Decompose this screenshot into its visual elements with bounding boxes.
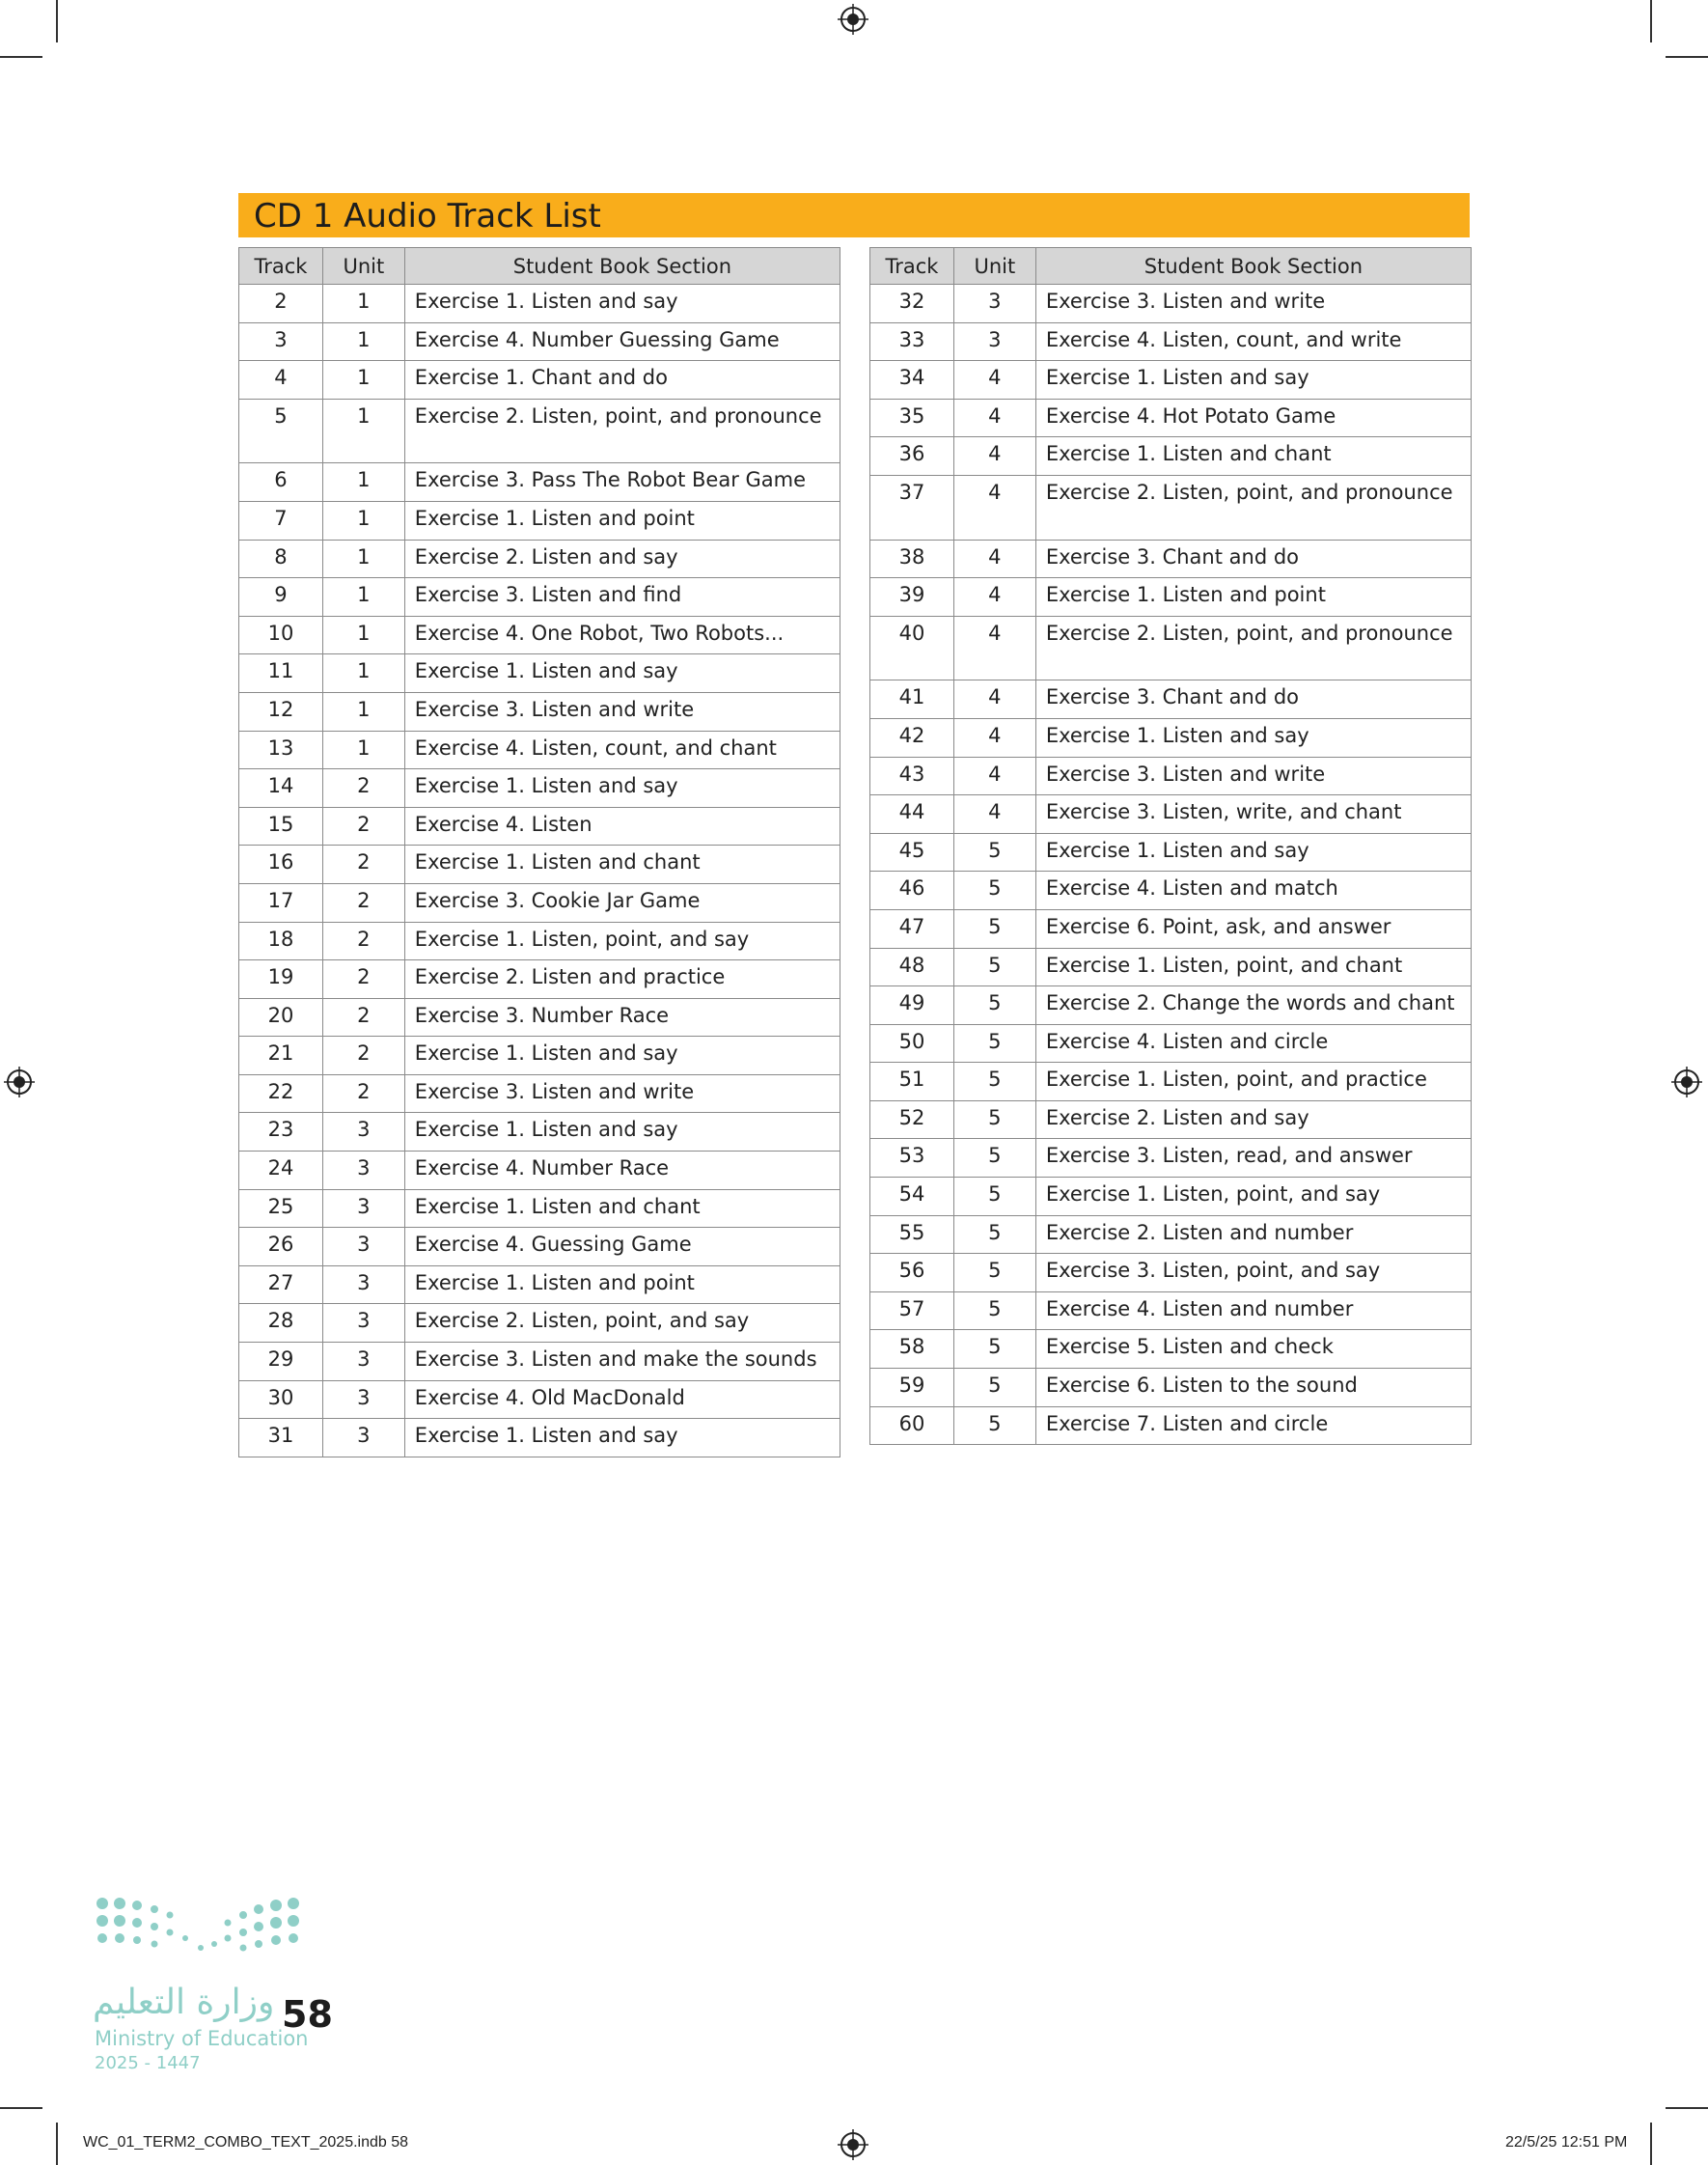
unit-number: 3 [953,285,1035,323]
column-header-track: Track [239,248,323,285]
unit-number: 1 [322,285,404,323]
track-number: 36 [870,437,954,476]
section-text: Exercise 1. Listen, point, and say [404,922,840,960]
footer-date: 22/5/25 12:51 PM [1505,2134,1628,2151]
section-text: Exercise 4. Old MacDonald [404,1380,840,1419]
table-row [239,1304,840,1343]
table-row [239,1265,840,1304]
table-row [239,285,840,323]
table-row [239,1074,840,1113]
unit-number: 4 [953,475,1035,540]
section-text: Exercise 1. Listen and say [404,654,840,693]
track-number: 35 [870,399,954,437]
section-text: Exercise 2. Listen, point, and pronounce [1035,475,1471,540]
track-number: 24 [239,1152,323,1190]
track-number: 2 [239,285,323,323]
unit-number: 2 [322,960,404,999]
unit-number: 1 [322,616,404,654]
section-text: Exercise 1. Listen and chant [404,846,840,884]
track-number: 5 [239,399,323,463]
table-row [870,399,1472,437]
unit-number: 3 [322,1152,404,1190]
unit-number: 4 [953,361,1035,400]
table-row [239,616,840,654]
track-number: 60 [870,1406,954,1445]
table-row [239,578,840,617]
track-number: 30 [239,1380,323,1419]
crop-mark [1650,2123,1652,2165]
track-number: 22 [239,1074,323,1113]
table-row [239,1037,840,1075]
track-number: 10 [239,616,323,654]
unit-number: 3 [322,1380,404,1419]
table-row [239,1189,840,1228]
section-text: Exercise 1. Listen, point, and chant [1035,948,1471,986]
table-row [239,692,840,731]
section-text: Exercise 1. Listen and say [1035,361,1471,400]
title-bar [238,193,1470,237]
table-row [239,922,840,960]
unit-number: 4 [953,540,1035,578]
footer-file-name: WC_01_TERM2_COMBO_TEXT_2025.indb 58 [83,2134,409,2151]
table-row [239,883,840,922]
registration-mark-icon [838,4,868,35]
table-row [239,1343,840,1381]
track-number: 57 [870,1291,954,1330]
unit-number: 1 [322,463,404,502]
unit-number: 2 [322,1074,404,1113]
table-row [239,731,840,769]
column-header-unit: Unit [953,248,1035,285]
section-text: Exercise 1. Listen and say [404,1037,840,1075]
section-text: Exercise 1. Listen, point, and practice [1035,1063,1471,1101]
table-row [239,399,840,463]
unit-number: 5 [953,1369,1035,1407]
unit-number: 2 [322,998,404,1037]
section-text: Exercise 1. Listen, point, and say [1035,1178,1471,1216]
table-row [870,437,1472,476]
table-row [870,1100,1472,1139]
unit-number: 4 [953,616,1035,680]
crop-mark [0,56,42,58]
table-row [870,872,1472,910]
table-row [870,948,1472,986]
unit-number: 2 [322,922,404,960]
unit-number: 3 [322,1419,404,1457]
logo-arabic-text: وزارة التعليم [93,1983,275,2022]
table-row [870,909,1472,948]
section-text: Exercise 3. Cookie Jar Game [404,883,840,922]
section-text: Exercise 2. Listen and number [1035,1215,1471,1254]
table-row [239,769,840,808]
track-number: 49 [870,986,954,1025]
section-text: Exercise 1. Listen and say [1035,718,1471,757]
table-row [870,1330,1472,1369]
table-row [870,1178,1472,1216]
section-text: Exercise 3. Chant and do [1035,540,1471,578]
unit-number: 5 [953,1215,1035,1254]
unit-number: 1 [322,361,404,400]
unit-number: 2 [322,1037,404,1075]
unit-number: 3 [322,1113,404,1152]
crop-mark [1666,2107,1708,2109]
table-row [870,322,1472,361]
track-number: 21 [239,1037,323,1075]
table-row [870,795,1472,834]
table-row [870,757,1472,795]
section-text: Exercise 3. Listen and write [1035,757,1471,795]
track-number: 55 [870,1215,954,1254]
track-number: 18 [239,922,323,960]
section-text: Exercise 1. Listen and chant [1035,437,1471,476]
track-number: 39 [870,578,954,617]
logo-english-text: Ministry of Education [95,2027,309,2050]
table-row [239,998,840,1037]
track-number: 50 [870,1024,954,1063]
track-number: 16 [239,846,323,884]
section-text: Exercise 2. Listen and practice [404,960,840,999]
section-text: Exercise 1. Listen and say [404,285,840,323]
unit-number: 1 [322,578,404,617]
track-number: 52 [870,1100,954,1139]
registration-mark-icon [1671,1067,1702,1097]
section-text: Exercise 3. Listen and write [404,692,840,731]
registration-mark-icon [4,1067,35,1097]
unit-number: 1 [322,654,404,693]
registration-mark-icon [838,2129,868,2160]
table-row [239,501,840,540]
section-text: Exercise 4. Hot Potato Game [1035,399,1471,437]
track-number: 32 [870,285,954,323]
track-number: 15 [239,807,323,846]
section-text: Exercise 3. Chant and do [1035,680,1471,719]
track-number: 29 [239,1343,323,1381]
track-number: 41 [870,680,954,719]
unit-number: 4 [953,795,1035,834]
section-text: Exercise 2. Listen and say [1035,1100,1471,1139]
track-number: 4 [239,361,323,400]
track-number: 51 [870,1063,954,1101]
unit-number: 4 [953,757,1035,795]
track-number: 44 [870,795,954,834]
section-text: Exercise 3. Pass The Robot Bear Game [404,463,840,502]
unit-number: 5 [953,1330,1035,1369]
section-text: Exercise 4. Listen, count, and write [1035,322,1471,361]
unit-number: 5 [953,1406,1035,1445]
track-number: 17 [239,883,323,922]
section-text: Exercise 4. Number Race [404,1152,840,1190]
table-row [239,322,840,361]
unit-number: 5 [953,986,1035,1025]
section-text: Exercise 1. Listen and point [404,501,840,540]
unit-number: 3 [322,1304,404,1343]
track-number: 28 [239,1304,323,1343]
section-text: Exercise 2. Listen and say [404,540,840,578]
track-number: 54 [870,1178,954,1216]
track-number: 45 [870,833,954,872]
track-number: 13 [239,731,323,769]
track-table-right [869,247,1472,1445]
section-text: Exercise 1. Listen and point [404,1265,840,1304]
table-row [870,718,1472,757]
unit-number: 1 [322,731,404,769]
table-row [239,361,840,400]
unit-number: 1 [322,501,404,540]
section-text: Exercise 5. Listen and check [1035,1330,1471,1369]
unit-number: 3 [322,1228,404,1266]
track-number: 31 [239,1419,323,1457]
crop-mark [1666,56,1708,58]
track-number: 40 [870,616,954,680]
track-number: 6 [239,463,323,502]
track-number: 48 [870,948,954,986]
table-row [239,540,840,578]
unit-number: 5 [953,1024,1035,1063]
section-text: Exercise 4. Listen and circle [1035,1024,1471,1063]
section-text: Exercise 2. Listen, point, and say [404,1304,840,1343]
track-number: 19 [239,960,323,999]
unit-number: 4 [953,680,1035,719]
column-header-section: Student Book Section [404,248,840,285]
table-row [239,1113,840,1152]
table-row [870,1406,1472,1445]
section-text: Exercise 3. Listen and find [404,578,840,617]
unit-number: 2 [322,883,404,922]
track-number: 12 [239,692,323,731]
section-text: Exercise 4. Listen [404,807,840,846]
table-row [870,1024,1472,1063]
table-row [870,540,1472,578]
section-text: Exercise 4. One Robot, Two Robots... [404,616,840,654]
logo-year-text: 2025 - 1447 [95,2053,201,2073]
section-text: Exercise 1. Chant and do [404,361,840,400]
section-text: Exercise 3. Listen and write [1035,285,1471,323]
track-number: 58 [870,1330,954,1369]
track-number: 9 [239,578,323,617]
section-text: Exercise 3. Listen, write, and chant [1035,795,1471,834]
unit-number: 2 [322,807,404,846]
unit-number: 5 [953,872,1035,910]
unit-number: 1 [322,322,404,361]
section-text: Exercise 1. Listen and point [1035,578,1471,617]
crop-mark [56,2123,58,2165]
table-row [870,1215,1472,1254]
table-row [870,1254,1472,1292]
table-row [239,807,840,846]
unit-number: 4 [953,437,1035,476]
section-text: Exercise 2. Listen, point, and pronounce [1035,616,1471,680]
unit-number: 5 [953,909,1035,948]
unit-number: 1 [322,399,404,463]
section-text: Exercise 3. Number Race [404,998,840,1037]
track-number: 8 [239,540,323,578]
track-number: 27 [239,1265,323,1304]
table-row [239,1419,840,1457]
table-row [239,1228,840,1266]
column-header-track: Track [870,248,954,285]
table-row [870,1369,1472,1407]
table-row [870,1063,1472,1101]
section-text: Exercise 2. Change the words and chant [1035,986,1471,1025]
section-text: Exercise 4. Listen and match [1035,872,1471,910]
section-text: Exercise 3. Listen, read, and answer [1035,1139,1471,1178]
table-row [870,833,1472,872]
column-header-unit: Unit [322,248,404,285]
section-text: Exercise 1. Listen and say [404,1113,840,1152]
track-number: 3 [239,322,323,361]
table-row [870,1291,1472,1330]
unit-number: 5 [953,948,1035,986]
track-number: 25 [239,1189,323,1228]
table-row [870,361,1472,400]
unit-number: 3 [322,1265,404,1304]
table-row [870,986,1472,1025]
unit-number: 4 [953,578,1035,617]
track-number: 34 [870,361,954,400]
section-text: Exercise 1. Listen and say [1035,833,1471,872]
table-header-row [239,248,840,285]
section-text: Exercise 7. Listen and circle [1035,1406,1471,1445]
crop-mark [0,2107,42,2109]
track-number: 20 [239,998,323,1037]
table-row [870,578,1472,617]
track-table-left [238,247,840,1457]
unit-number: 2 [322,769,404,808]
track-number: 26 [239,1228,323,1266]
section-text: Exercise 3. Listen, point, and say [1035,1254,1471,1292]
track-number: 42 [870,718,954,757]
unit-number: 3 [322,1189,404,1228]
table-row [870,285,1472,323]
track-number: 47 [870,909,954,948]
table-row [239,960,840,999]
crop-mark [1650,0,1652,42]
track-number: 37 [870,475,954,540]
section-text: Exercise 4. Guessing Game [404,1228,840,1266]
track-number: 38 [870,540,954,578]
track-number: 33 [870,322,954,361]
page-title: CD 1 Audio Track List [254,197,601,236]
table-row [239,1152,840,1190]
unit-number: 5 [953,1100,1035,1139]
track-number: 7 [239,501,323,540]
column-header-section: Student Book Section [1035,248,1471,285]
unit-number: 1 [322,540,404,578]
track-number: 56 [870,1254,954,1292]
table-row [870,680,1472,719]
table-row [870,475,1472,540]
unit-number: 5 [953,833,1035,872]
table-row [239,463,840,502]
track-number: 14 [239,769,323,808]
page-number: 58 [282,1993,333,2036]
section-text: Exercise 4. Number Guessing Game [404,322,840,361]
section-text: Exercise 2. Listen, point, and pronounce [404,399,840,463]
unit-number: 5 [953,1254,1035,1292]
section-text: Exercise 4. Listen, count, and chant [404,731,840,769]
section-text: Exercise 3. Listen and make the sounds [404,1343,840,1381]
unit-number: 3 [322,1343,404,1381]
unit-number: 4 [953,399,1035,437]
table-row [239,1380,840,1419]
section-text: Exercise 4. Listen and number [1035,1291,1471,1330]
track-number: 59 [870,1369,954,1407]
section-text: Exercise 6. Point, ask, and answer [1035,909,1471,948]
track-number: 43 [870,757,954,795]
unit-number: 5 [953,1291,1035,1330]
unit-number: 2 [322,846,404,884]
section-text: Exercise 1. Listen and say [404,1419,840,1457]
table-row [239,846,840,884]
track-number: 11 [239,654,323,693]
track-number: 23 [239,1113,323,1152]
track-number: 46 [870,872,954,910]
unit-number: 5 [953,1139,1035,1178]
section-text: Exercise 6. Listen to the sound [1035,1369,1471,1407]
track-number: 53 [870,1139,954,1178]
unit-number: 5 [953,1063,1035,1101]
unit-number: 3 [953,322,1035,361]
table-row [239,654,840,693]
unit-number: 4 [953,718,1035,757]
section-text: Exercise 1. Listen and chant [404,1189,840,1228]
section-text: Exercise 1. Listen and say [404,769,840,808]
unit-number: 5 [953,1178,1035,1216]
section-text: Exercise 3. Listen and write [404,1074,840,1113]
table-row [870,1139,1472,1178]
crop-mark [56,0,58,42]
table-row [870,616,1472,680]
table-header-row [870,248,1472,285]
unit-number: 1 [322,692,404,731]
